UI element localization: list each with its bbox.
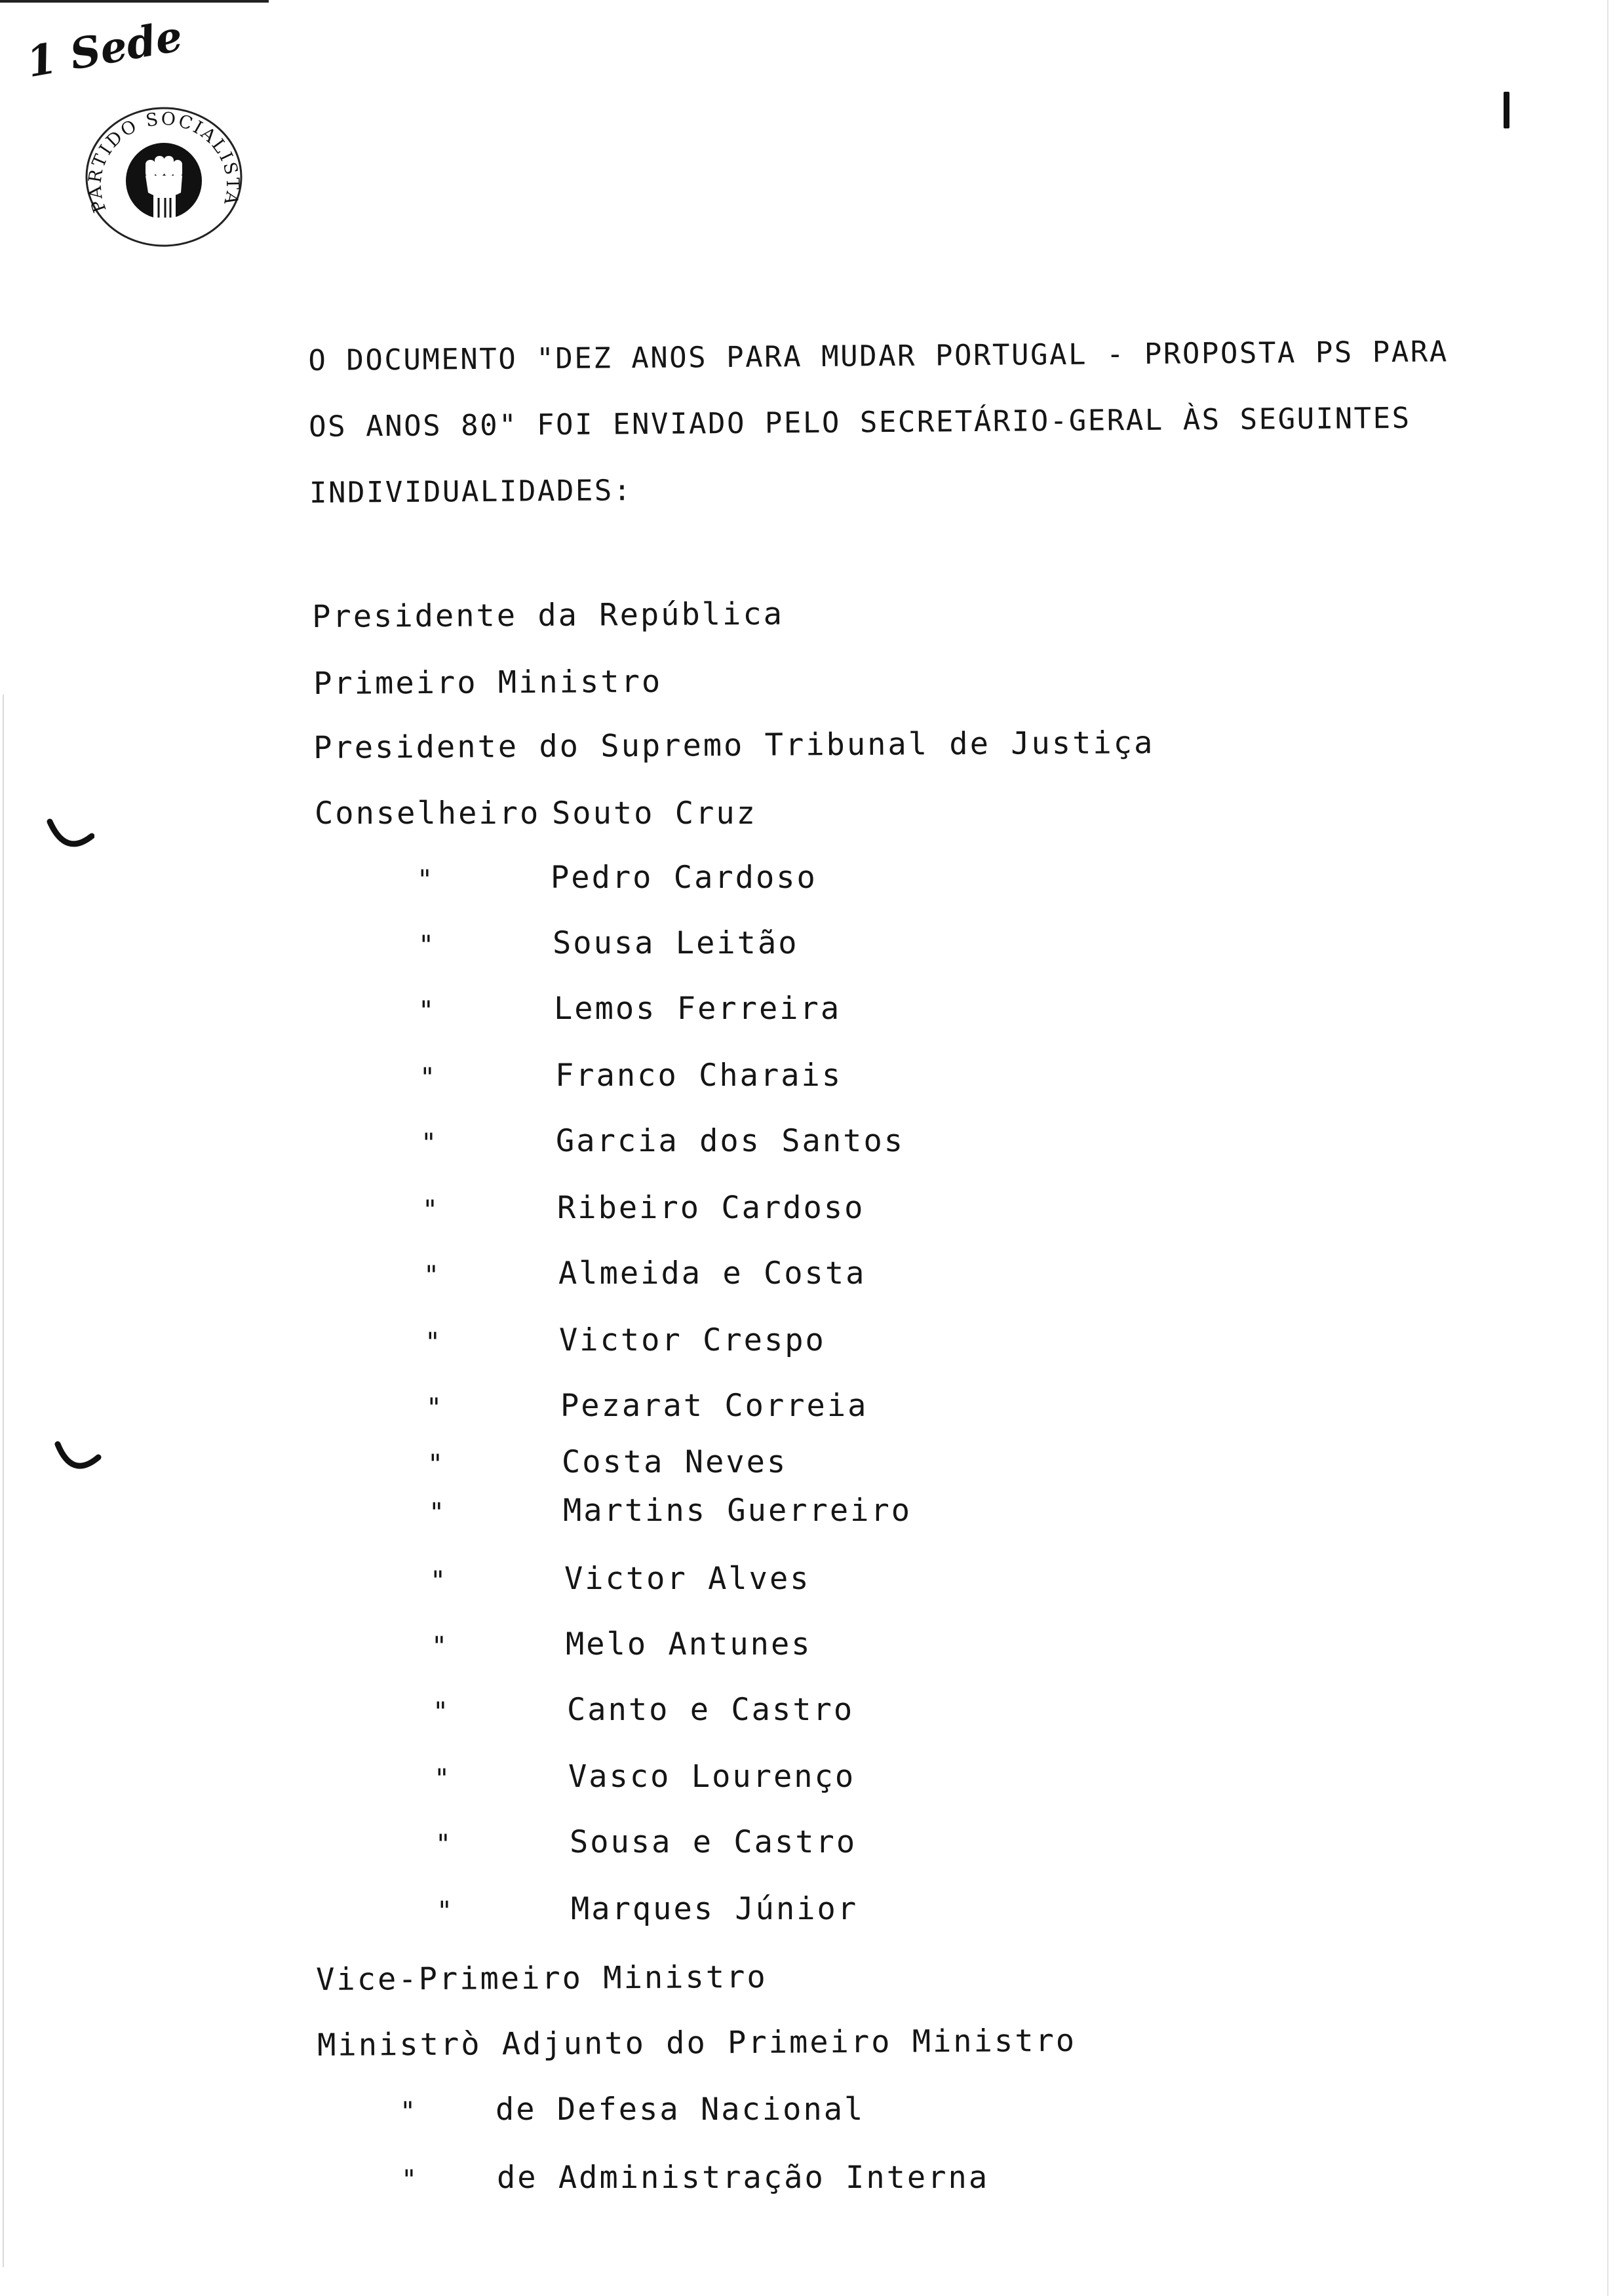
- recipient-primeiro-ministro: Primeiro Ministro: [313, 663, 663, 702]
- list-item: [0, 1626, 1615, 1666]
- ditto-mark: ": [435, 1829, 452, 1860]
- list-item: [0, 1759, 1615, 1798]
- conselheiro-name: Ribeiro Cardoso: [557, 1190, 865, 1226]
- intro-line-3: INDIVIDUALIDADES:: [309, 474, 633, 510]
- intro-line-2: OS ANOS 80" FOI ENVIADO PELO SECRETÁRIO-GERAL ÀS SEGUINTES: [308, 401, 1411, 444]
- raised-fist-icon: [126, 143, 202, 219]
- recipient-presidente-stj: Presidente do Supremo Tribunal de Justiça: [313, 725, 1155, 766]
- recipient-presidente-republica: Presidente da República: [312, 596, 785, 635]
- ditto-mark: ": [422, 1195, 438, 1225]
- ditto-mark: ": [431, 1632, 448, 1662]
- ditto-mark: ": [421, 1128, 437, 1158]
- ditto-mark: ": [434, 1764, 450, 1794]
- conselheiro-name: Pezarat Correia: [560, 1388, 868, 1424]
- conselheiro-name: Souto Cruz: [552, 795, 757, 832]
- conselheiro-name: Pedro Cardoso: [551, 860, 817, 896]
- ditto-mark: ": [429, 1498, 445, 1528]
- ditto-mark: ": [427, 1449, 444, 1480]
- ditto-mark: ": [437, 1896, 453, 1926]
- conselheiro-name: Garcia dos Santos: [556, 1123, 905, 1159]
- conselheiro-name: Sousa e Castro: [570, 1824, 857, 1860]
- conselheiro-name: Almeida e Costa: [558, 1255, 866, 1292]
- conselheiro-name: Canto e Castro: [567, 1692, 855, 1728]
- ditto-mark: ": [426, 1393, 442, 1423]
- list-item: [0, 795, 1615, 835]
- conselheiro-name: Victor Alves: [564, 1561, 811, 1597]
- conselheiro-name: Victor Crespo: [559, 1322, 826, 1358]
- list-item: [0, 1388, 1615, 1427]
- list-item: [0, 2160, 1615, 2199]
- conselheiro-name: Sousa Leitão: [553, 925, 799, 961]
- scan-margin-mark: [1504, 92, 1509, 128]
- list-item: [0, 1493, 1615, 1532]
- list-item: [0, 1692, 1615, 1731]
- conselheiro-name: Franco Charais: [555, 1058, 843, 1094]
- scan-border-line: [0, 0, 269, 3]
- conselheiro-name: Costa Neves: [562, 1444, 788, 1480]
- ditto-mark: ": [419, 1063, 436, 1093]
- list-item: [0, 1255, 1615, 1295]
- intro-paragraph: [308, 318, 1502, 526]
- list-item: [0, 1444, 1615, 1483]
- intro-line-1: O DOCUMENTO "DEZ ANOS PARA MUDAR PORTUGAL - PROPOSTA PS PARA: [308, 335, 1449, 377]
- list-item: [0, 1322, 1615, 1362]
- conselheiro-label: Conselheiro: [315, 795, 541, 832]
- ditto-mark: ": [418, 996, 435, 1026]
- recipient-ministro-adjunto: Ministrò Adjunto do Primeiro Ministro: [317, 2022, 1077, 2063]
- handwritten-note: 1 Sede: [23, 11, 186, 88]
- ditto-mark: ": [418, 930, 435, 961]
- ditto-mark: ": [423, 1261, 440, 1291]
- list-item: [0, 1891, 1615, 1930]
- list-item: [0, 2092, 1615, 2131]
- list-item: [0, 925, 1615, 965]
- ditto-mark: ": [425, 1328, 441, 1358]
- ditto-mark: ": [417, 865, 433, 895]
- list-item: [0, 1190, 1615, 1229]
- ditto-mark: ": [430, 1566, 446, 1596]
- list-item: [0, 1123, 1615, 1162]
- ditto-mark: ": [401, 2165, 418, 2195]
- recipient-vice-primeiro-ministro: Vice-Primeiro Ministro: [316, 1959, 768, 1998]
- conselheiro-name: Marques Júnior: [571, 1891, 859, 1927]
- party-seal: [83, 100, 245, 248]
- list-item: [0, 1561, 1615, 1600]
- list-item: [0, 860, 1615, 899]
- conselheiro-name: Melo Antunes: [566, 1626, 812, 1662]
- ministro-name: de Defesa Nacional: [496, 2092, 865, 2128]
- ditto-mark: ": [400, 2097, 416, 2127]
- ditto-mark: ": [433, 1697, 449, 1727]
- conselheiro-name: Vasco Lourenço: [568, 1759, 856, 1795]
- conselheiro-name: Lemos Ferreira: [554, 991, 842, 1027]
- list-item: [0, 1824, 1615, 1864]
- list-item: [0, 991, 1615, 1030]
- list-item: [0, 1058, 1615, 1097]
- seal-text: PARTIDO SOCIALISTA: [85, 108, 243, 216]
- conselheiro-name: Martins Guerreiro: [563, 1493, 912, 1529]
- ministro-name: de Administração Interna: [497, 2160, 990, 2196]
